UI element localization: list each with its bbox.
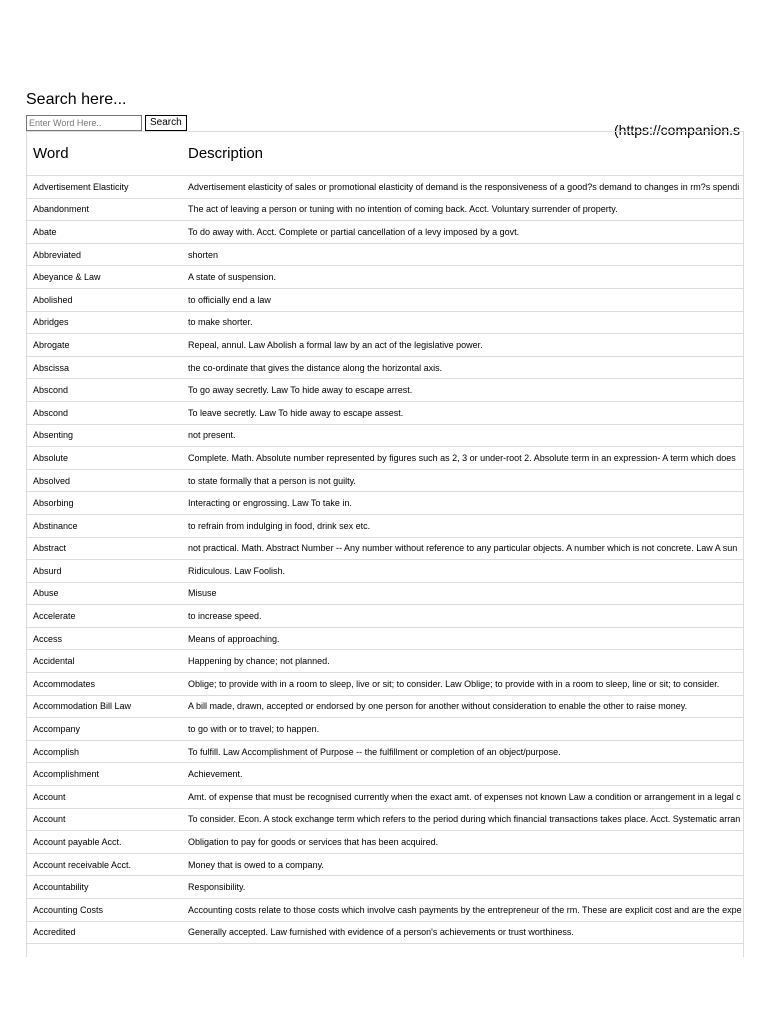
description-cell: shorten — [182, 243, 743, 266]
word-cell: Abrogate — [27, 334, 182, 357]
description-cell: Means of approaching. — [182, 627, 743, 650]
description-cell: To fulfill. Law Accomplishment of Purpose -- the fulfillment or completion of an object/purpose. — [182, 740, 743, 763]
search-form — [26, 115, 187, 131]
table-row — [27, 673, 743, 696]
table-row — [27, 627, 743, 650]
word-cell: Account — [27, 808, 182, 831]
description-cell: Repeal, annul. Law Abolish a formal law by an act of the legislative power. — [182, 334, 743, 357]
table-row — [27, 763, 743, 786]
description-cell: A state of suspension. — [182, 266, 743, 289]
table-row — [27, 288, 743, 311]
table-row — [27, 447, 743, 470]
word-cell: Abolished — [27, 288, 182, 311]
word-cell: Accomplishment — [27, 763, 182, 786]
table-row — [27, 311, 743, 334]
word-cell: Abuse — [27, 582, 182, 605]
description-cell: Money that is owed to a company. — [182, 853, 743, 876]
table-row — [27, 876, 743, 899]
description-cell: Obligation to pay for goods or services that has been acquired. — [182, 831, 743, 854]
description-cell: to state formally that a person is not guilty. — [182, 469, 743, 492]
word-cell: Abridges — [27, 311, 182, 334]
description-cell: to officially end a law — [182, 288, 743, 311]
description-cell: Misuse — [182, 582, 743, 605]
word-cell: Absorbing — [27, 492, 182, 515]
word-cell: Abscissa — [27, 356, 182, 379]
table-row — [27, 718, 743, 741]
description-cell: Generally accepted. Law furnished with evidence of a person's achievements or trust worthiness. — [182, 921, 743, 944]
table-row — [27, 401, 743, 424]
word-cell: Access — [27, 627, 182, 650]
word-cell: Absurd — [27, 560, 182, 583]
table-row — [27, 514, 743, 537]
table-header-row — [27, 132, 743, 176]
description-cell: To consider. Econ. A stock exchange term which refers to the period during which financial transactions takes place. Acct. Systematic arran — [182, 808, 743, 831]
table-row — [27, 560, 743, 583]
word-cell: Accredited — [27, 921, 182, 944]
description-cell: Ridiculous. Law Foolish. — [182, 560, 743, 583]
description-cell: to go with or to travel; to happen. — [182, 718, 743, 741]
table-row — [27, 469, 743, 492]
description-cell: Accounting costs relate to those costs which involve cash payments by the entrepreneur of the rm. These are explicit cost and are the expe — [182, 899, 743, 922]
table-row — [27, 831, 743, 854]
word-cell: Abandonment — [27, 198, 182, 221]
table-row — [27, 221, 743, 244]
word-cell: Abscond — [27, 379, 182, 402]
word-cell: Accelerate — [27, 605, 182, 628]
description-cell: not practical. Math. Abstract Number -- Any number without reference to any particular objects. A number which is not concrete. Law A sun — [182, 537, 743, 560]
table-row — [27, 492, 743, 515]
word-cell: Accidental — [27, 650, 182, 673]
description-cell: to make shorter. — [182, 311, 743, 334]
word-cell: Abate — [27, 221, 182, 244]
table-row — [27, 356, 743, 379]
description-cell: to refrain from indulging in food, drink sex etc. — [182, 514, 743, 537]
table-row — [27, 808, 743, 831]
table-row — [27, 424, 743, 447]
table-row — [27, 537, 743, 560]
description-cell: Achievement. — [182, 763, 743, 786]
glossary-table-container — [26, 131, 744, 957]
table-row — [27, 650, 743, 673]
word-cell: Absolved — [27, 469, 182, 492]
word-cell: Account receivable Acct. — [27, 853, 182, 876]
description-cell: Interacting or engrossing. Law To take in. — [182, 492, 743, 515]
description-cell: To do away with. Acct. Complete or partial cancellation of a levy imposed by a govt. — [182, 221, 743, 244]
table-row — [27, 695, 743, 718]
column-header-description: Description — [182, 132, 743, 176]
word-cell: Accounting Costs — [27, 899, 182, 922]
word-cell: Absenting — [27, 424, 182, 447]
word-cell: Abeyance & Law — [27, 266, 182, 289]
search-button[interactable]: Search — [145, 115, 187, 131]
table-row — [27, 379, 743, 402]
search-heading: Search here... — [26, 91, 127, 108]
table-row — [27, 921, 743, 944]
description-cell: not present. — [182, 424, 743, 447]
description-cell: Happening by chance; not planned. — [182, 650, 743, 673]
word-cell: Accommodation Bill Law — [27, 695, 182, 718]
table-row — [27, 740, 743, 763]
table-row — [27, 243, 743, 266]
column-header-word: Word — [27, 132, 182, 176]
table-row — [27, 176, 743, 199]
description-cell: the co-ordinate that gives the distance along the horizontal axis. — [182, 356, 743, 379]
glossary-table — [27, 132, 743, 944]
description-cell: A bill made, drawn, accepted or endorsed by one person for another without consideration to enable the other to raise money. — [182, 695, 743, 718]
description-cell: Responsibility. — [182, 876, 743, 899]
word-cell: Account payable Acct. — [27, 831, 182, 854]
table-row — [27, 899, 743, 922]
description-cell: Amt. of expense that must be recognised currently when the exact amt. of expenses not known Law a condition or arrangement in a legal c — [182, 786, 743, 809]
word-cell: Abstinance — [27, 514, 182, 537]
description-cell: Complete. Math. Absolute number represented by figures such as 2, 3 or under-root 2. Absolute term in an expression- A term which does — [182, 447, 743, 470]
description-cell: The act of leaving a person or tuning with no intention of coming back. Acct. Voluntary surrender of property. — [182, 198, 743, 221]
description-cell: to increase speed. — [182, 605, 743, 628]
word-cell: Advertisement Elasticity — [27, 176, 182, 199]
table-row — [27, 786, 743, 809]
word-cell: Account — [27, 786, 182, 809]
table-row — [27, 266, 743, 289]
word-cell: Abstract — [27, 537, 182, 560]
word-cell: Abbreviated — [27, 243, 182, 266]
description-cell: To go away secretly. Law To hide away to escape arrest. — [182, 379, 743, 402]
table-row — [27, 198, 743, 221]
description-cell: Oblige; to provide with in a room to sleep, live or sit; to consider. Law Oblige; to provide with in a room to sleep, line or sit; to consider. — [182, 673, 743, 696]
description-cell: To leave secretly. Law To hide away to escape assest. — [182, 401, 743, 424]
word-cell: Accomplish — [27, 740, 182, 763]
word-cell: Accountability — [27, 876, 182, 899]
table-row — [27, 334, 743, 357]
word-cell: Abscond — [27, 401, 182, 424]
word-cell: Accommodates — [27, 673, 182, 696]
table-row — [27, 853, 743, 876]
table-row — [27, 582, 743, 605]
word-cell: Absolute — [27, 447, 182, 470]
url-text: (https://companion.s — [614, 122, 741, 138]
table-row — [27, 605, 743, 628]
word-cell: Accompany — [27, 718, 182, 741]
description-cell: Advertisement elasticity of sales or promotional elasticity of demand is the responsiveness of a good?s demand to changes in rm?s spendi — [182, 176, 743, 199]
search-input[interactable] — [26, 115, 142, 131]
